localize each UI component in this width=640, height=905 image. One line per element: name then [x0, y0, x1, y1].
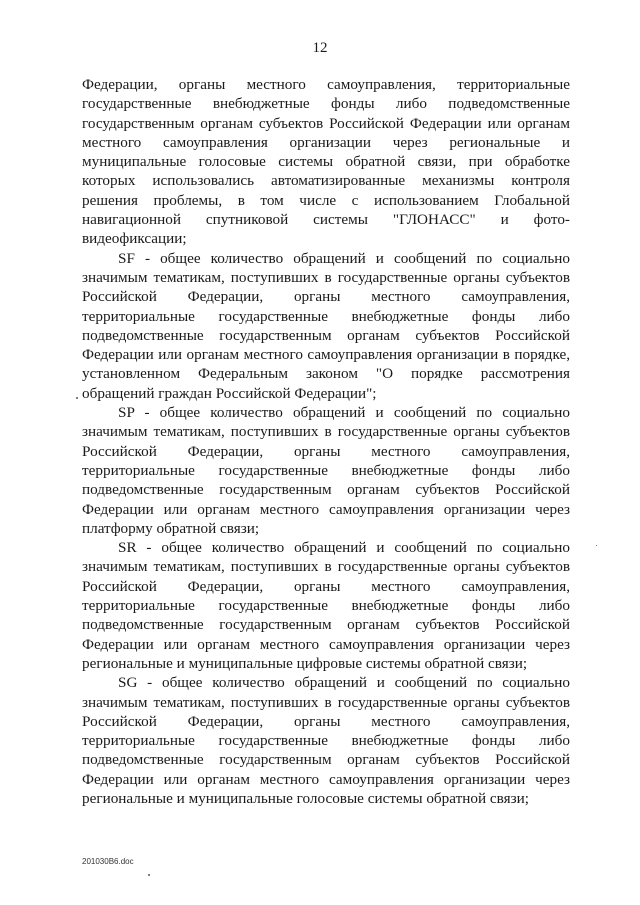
text-line: значимым тематикам, поступивших в государственные органы субъектов — [82, 423, 570, 441]
text-line: муниципальные голосовые системы обратной связи, при обработке — [82, 153, 570, 171]
page-number: 12 — [312, 40, 328, 56]
text-line: Федерации или органам местного самоуправления организации в порядке, — [82, 346, 570, 364]
paragraph-continuation — [82, 75, 570, 249]
text-line: значимым тематикам, поступивших в государственные органы субъектов — [82, 268, 570, 286]
text-line: подведомственные государственным органам субъектов Российской — [82, 326, 570, 344]
text-line: значимым тематикам, поступивших в государственные органы субъектов — [82, 693, 570, 711]
text-line: региональные и муниципальные голосовые системы обратной связи; — [82, 789, 529, 807]
text-line: платформу обратной связи; — [82, 519, 260, 537]
text-line: Федерации, органы местного самоуправления, территориальные — [82, 76, 570, 93]
footer-filename: 201030B6.doc — [82, 857, 134, 866]
text-line: Российской Федерации, органы местного самоуправления, — [82, 577, 570, 595]
text-line: подведомственные государственным органам субъектов Российской — [82, 751, 570, 769]
text-line: навигационной спутниковой системы "ГЛОНАСС" и фото- — [82, 211, 570, 229]
text-line: территориальные государственные внебюджетные фонды либо — [82, 597, 570, 615]
text-line: SP - общее количество обращений и сообщений по социально — [118, 404, 570, 422]
text-line: Федерации или органам местного самоуправления организации через — [82, 770, 570, 788]
text-line: значимым тематикам, поступивших в государственные органы субъектов — [82, 558, 570, 576]
text-line: подведомственные государственным органам субъектов Российской — [82, 481, 570, 499]
text-line: территориальные государственные внебюджетные фонды либо — [82, 307, 570, 325]
text-line: SF - общее количество обращений и сообщений по социально — [118, 249, 570, 267]
text-line: SR - общее количество обращений и сообщений по социально — [118, 539, 570, 557]
paragraph-sf-definition — [82, 249, 570, 403]
text-line: местного самоуправления организации через региональные и — [82, 133, 570, 151]
paragraph-sg-definition — [82, 673, 570, 808]
text-line: SG - общее количество обращений и сообщений по социально — [118, 674, 570, 692]
text-line: государственные внебюджетные фонды либо подведомственные — [82, 95, 570, 113]
document-body — [82, 75, 570, 808]
scan-speck — [596, 545, 597, 546]
text-line: государственным органам субъектов Российской Федерации или органам — [82, 114, 570, 132]
text-line: обращений граждан Российской Федерации"; — [82, 384, 377, 402]
text-line: Российской Федерации, органы местного самоуправления, — [82, 288, 570, 306]
scan-speck — [76, 397, 78, 399]
text-line: территориальные государственные внебюджетные фонды либо — [82, 732, 570, 750]
text-line: региональные и муниципальные цифровые системы обратной связи; — [82, 654, 528, 672]
text-line: решения проблемы, в том числе с использованием Глобальной — [82, 191, 570, 209]
text-line: видеофиксации; — [82, 230, 187, 248]
text-line: Российской Федерации, органы местного самоуправления, — [82, 712, 570, 730]
text-line: установленном Федеральным законом "О порядке рассмотрения — [82, 365, 570, 383]
scan-speck — [148, 874, 150, 876]
paragraph-sr-definition — [82, 538, 570, 673]
text-line: Российской Федерации, органы местного самоуправления, — [82, 442, 570, 460]
text-line: Федерации или органам местного самоуправления организации через — [82, 635, 570, 653]
text-line: Федерации или органам местного самоуправления организации через — [82, 500, 570, 518]
text-line: которых использовались автоматизированные механизмы контроля — [82, 172, 570, 190]
text-line: территориальные государственные внебюджетные фонды либо — [82, 461, 570, 479]
text-line: подведомственные государственным органам субъектов Российской — [82, 616, 570, 634]
paragraph-sp-definition — [82, 403, 570, 538]
